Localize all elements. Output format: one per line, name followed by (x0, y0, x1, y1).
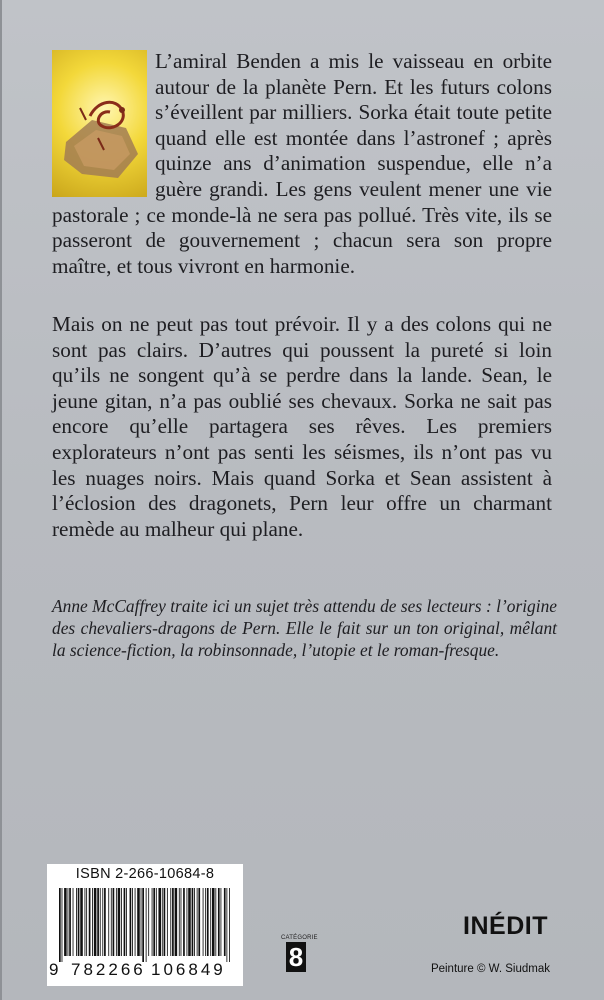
barcode-bar (175, 888, 178, 956)
barcode-bar (64, 888, 67, 956)
barcode-bar (102, 888, 103, 956)
barcode-bar (218, 888, 220, 956)
summary-paragraph-2: Mais on ne peut pas tout prévoir. Il y a des colons qui ne sont pas clairs. D’autres qui poussent la pureté si loin qu’ils ne songent qu’à se perdre dans la lande. Sean, le jeune gitan, n’a pas oublié ses chevaux. Sorka ne sait pas encore qu’elle partagera ses rêves. Les premiers explorateurs n’ont pas senti les séismes, ils n’ont pas vu les nuages noirs. Mais quand Sorka et Sean assistent à l’éclosion des dragonets, Pern leur offre un charmant remède au malheur qui plane. (52, 312, 552, 541)
barcode-bar (86, 888, 87, 956)
category-number: 8 (286, 942, 306, 972)
barcode-bar (111, 888, 112, 956)
barcode-bar (80, 888, 83, 956)
barcode-bar (210, 888, 211, 956)
barcode-bar (73, 888, 74, 956)
barcode-bar (85, 888, 86, 956)
ean-digit-first: 9 (49, 960, 59, 979)
barcode-bar (118, 888, 121, 956)
barcode-icon (59, 888, 231, 962)
barcode-bar (226, 888, 227, 962)
barcode-bar (188, 888, 191, 956)
barcode-bar (94, 888, 97, 956)
category-badge (281, 935, 318, 972)
barcode-bar (229, 888, 230, 962)
ean-digits-left: 782266 (71, 960, 146, 979)
summary-paragraph-1-text: L’amiral Benden a mis le vaisseau en orbite autour de la planète Pern. Et les futurs colons s’éveillent par milliers. Sorka était toute petite quand elle est montée dans l’astronef ; après quinze ans d’animation suspendue, elle n’a guère grandi. Les gens veulent mener une vie pastorale ; ce monde-là ne sera pas pollué. Très vite, ils se passeront de gouvernement ; chacun sera son propre maître, et tous vivront en harmonie. (52, 49, 552, 278)
ean-digits-right: 106849 (151, 960, 226, 979)
barcode-bar (152, 888, 153, 956)
author-blurb: Anne McCaffrey traite ici un sujet très attendu de ses lecteurs : l’origine des chevaliers-dragons de Pern. Elle le fait sur un ton original, mêlant la science-fiction, la robinsonnade, l’utopie et le roman-fresque. (52, 596, 557, 660)
barcode-bar (197, 888, 198, 956)
barcode-bar (100, 888, 101, 956)
barcode-bar (97, 888, 99, 956)
barcode-bar (104, 888, 106, 956)
barcode-bar (78, 888, 80, 956)
barcode-bar (212, 888, 215, 956)
barcode-bar (116, 888, 117, 956)
barcode-bar (69, 888, 71, 956)
barcode-bar (146, 888, 147, 962)
barcode-bar (76, 888, 77, 956)
category-label: CATÉGORIE (281, 935, 318, 941)
barcode-bar (170, 888, 171, 956)
barcode-bar (167, 888, 168, 956)
barcode-bar (203, 888, 204, 956)
barcode-bar (179, 888, 180, 956)
barcode-bar (126, 888, 127, 956)
barcode-panel (47, 864, 243, 986)
barcode-bar (158, 888, 161, 956)
barcode-bar (221, 888, 222, 956)
barcode-bar (89, 888, 91, 956)
isbn-label: ISBN 2-266-10684-8 (75, 866, 215, 882)
barcode-bar (132, 888, 133, 956)
barcode-bar (121, 888, 122, 956)
barcode-bar (194, 888, 195, 956)
barcode-bar (183, 888, 185, 956)
barcode-bar (141, 888, 142, 956)
barcode-bar (108, 888, 109, 956)
barcode-bar (205, 888, 206, 956)
barcode-bar (181, 888, 182, 956)
barcode-bar (137, 888, 140, 956)
barcode-bar (68, 888, 69, 956)
barcode-bar (135, 888, 136, 956)
barcode-bar (224, 888, 226, 956)
barcode-bar (113, 888, 115, 956)
summary-paragraph-1 (52, 49, 552, 279)
illustration-credit: Peinture © W. Siudmak (430, 963, 550, 975)
barcode-bar (148, 888, 149, 956)
barcode-bar (92, 888, 93, 956)
barcode-bar (207, 888, 209, 956)
barcode-bar (130, 888, 132, 956)
barcode-bar (153, 888, 155, 956)
barcode-bar (164, 888, 166, 956)
barcode-bar (124, 888, 126, 956)
barcode-bar (172, 888, 174, 956)
inedit-label: INÉDIT (463, 912, 548, 940)
barcode-bar (215, 888, 216, 956)
barcode-bar (162, 888, 163, 956)
barcode-bar (59, 888, 61, 962)
barcode-bar (62, 888, 63, 962)
barcode-bar (142, 888, 144, 962)
barcode-bar (192, 888, 194, 956)
barcode-bar (156, 888, 157, 956)
barcode-bar (198, 888, 200, 956)
barcode-bar (187, 888, 188, 956)
